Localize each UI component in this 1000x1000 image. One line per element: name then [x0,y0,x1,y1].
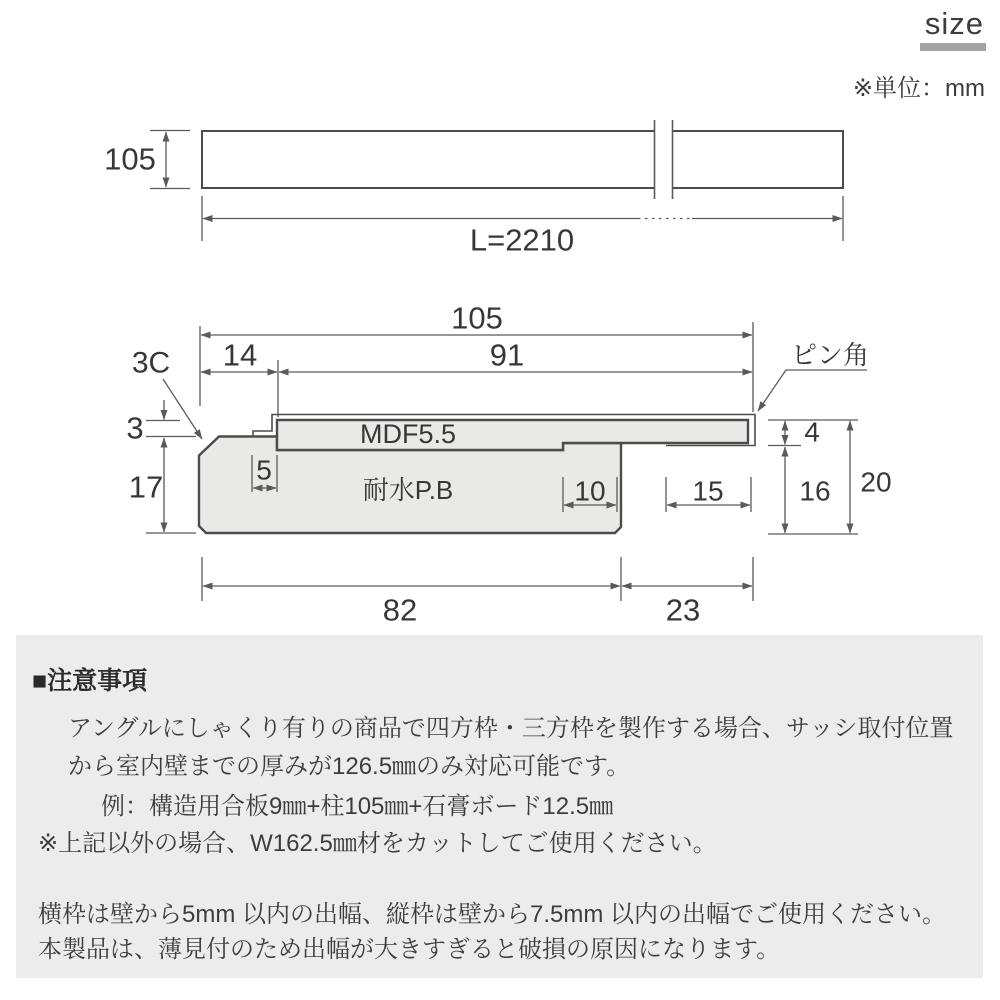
dim-body-height: 17 [128,469,164,505]
dim-left-width: 14 [222,337,258,373]
height-dimension [104,131,190,189]
dim-face-width: 91 [489,337,525,373]
dim-lip-thickness: 4 [804,416,820,448]
total-height-dimension [850,421,892,533]
lip-width-dimension [622,586,752,628]
note-line: から室内壁までの厚みが126.5㎜のみ対応可能です。 [68,753,631,780]
face-width-dimension [279,338,752,373]
chamfer-label: 3C [131,346,171,380]
dim-bar-height: 105 [104,141,156,177]
note-line: 本製品は、薄見付のため出幅が大きすぎると破損の原因になります。 [38,936,781,963]
left-width-dimension [201,338,277,373]
body-height-dimension [129,438,196,533]
note-line: 例：構造用合板9㎜+柱105㎜+石膏ボード12.5㎜ [101,793,614,820]
unit-note: ※単位：mm [852,75,985,102]
note-line: ※上記以外の場合、W162.5㎜材をカットしてご使用ください。 [38,830,717,857]
dim-bar-length: L=2210 [469,222,575,258]
break-mask [655,126,672,193]
length-view [104,120,843,258]
dim-lip-width: 23 [665,592,701,628]
dim-body-width: 82 [382,592,418,628]
dim-tab-width: 10 [574,475,606,507]
note-line: 横枠は壁から5mm 以内の出幅、縦枠は壁から7.5mm 以内の出幅でご使用ください。 [38,901,947,928]
page-title: size [924,6,984,41]
board-outline [202,131,843,188]
pin-corner-label: ピン角 [790,340,870,370]
particle-board-label: 耐水P.B [362,475,454,505]
mdf-label: MDF5.5 [359,419,457,449]
lip-underside-dimension [666,476,751,513]
notes-title: ■注意事項 [32,667,148,695]
dim-lower-height: 16 [799,475,831,507]
pin-corner-callout [758,340,869,411]
extension-lines-top [200,322,753,417]
note-line: アングルにしゃくり有りの商品で四方枠・三方枠を製作する場合、サッシ取付位置 [68,715,954,742]
dim-step-height: 3 [126,410,144,446]
step-height-dimension [126,400,196,446]
lower-height-dimension [785,447,831,533]
length-dimension [202,196,843,258]
total-width-dimension [201,301,752,336]
dim-lip-underside: 15 [692,475,724,507]
dim-total-height: 20 [860,466,892,498]
dim-total-width: 105 [451,300,503,336]
lip-thickness-dimension [785,417,820,448]
dim-rebate-depth: 5 [256,454,272,486]
section-view [126,301,891,628]
